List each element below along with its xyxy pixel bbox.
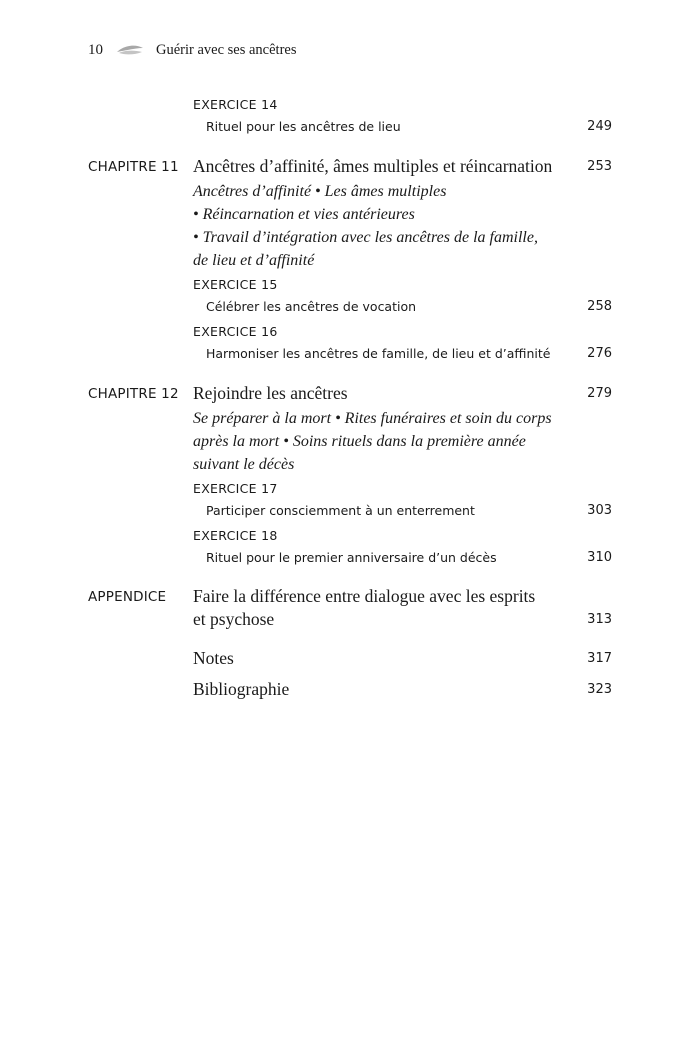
summary-line: Ancêtres d’affinité • Les âmes multiples: [193, 183, 447, 200]
notes-title: Notes: [193, 648, 234, 668]
appendix-title-line-2: et psychose: [193, 609, 275, 629]
page-ref: 317: [587, 651, 612, 666]
bibliography-title: Bibliographie: [193, 679, 290, 699]
exercise-label: EXERCICE 17: [193, 481, 278, 496]
running-head: [88, 40, 297, 60]
book-title: Guérir avec ses ancêtres: [156, 41, 297, 58]
exercise-title: Rituel pour le premier anniversaire d’un décès: [206, 550, 497, 565]
exercise-title: Rituel pour les ancêtres de lieu: [206, 119, 401, 134]
page-ref: 249: [587, 119, 612, 134]
appendix-title-line-1: Faire la différence entre dialogue avec les esprits: [193, 586, 536, 606]
leaf-icon: [116, 44, 144, 56]
summary-line: de lieu et d’affinité: [193, 252, 315, 269]
exercise-title: Célébrer les ancêtres de vocation: [206, 299, 417, 314]
summary-line: suivant le décès: [193, 456, 295, 473]
page-ref: 313: [587, 612, 612, 627]
exercise-title: Participer consciemment à un enterrement: [206, 503, 475, 518]
page-ref: 310: [587, 550, 612, 565]
appendix-label: APPENDICE: [88, 589, 167, 605]
page-ref: 303: [587, 503, 612, 518]
chapter-summary: [193, 407, 593, 476]
exercise-label: EXERCICE 16: [193, 324, 278, 339]
chapter-title: Rejoindre les ancêtres: [193, 383, 348, 403]
page-ref: 253: [587, 159, 612, 174]
chapter-label: CHAPITRE 11: [88, 159, 179, 175]
page-ref: 276: [587, 346, 612, 361]
page-ref: 323: [587, 682, 612, 697]
exercise-label: EXERCICE 18: [193, 528, 278, 543]
exercise-title: Harmoniser les ancêtres de famille, de lieu et d’affinité: [206, 346, 551, 361]
chapter-label: CHAPITRE 12: [88, 386, 179, 402]
exercise-label: EXERCICE 14: [193, 97, 278, 112]
page-number: 10: [88, 41, 103, 58]
chapter-summary: [193, 180, 593, 272]
page-ref: 258: [587, 299, 612, 314]
summary-line: après la mort • Soins rituels dans la première année: [193, 433, 526, 450]
page-ref: 279: [587, 386, 612, 401]
chapter-title: Ancêtres d’affinité, âmes multiples et réincarnation: [193, 156, 553, 176]
summary-line: • Travail d’intégration avec les ancêtres de la famille,: [193, 229, 538, 246]
summary-line: Se préparer à la mort • Rites funéraires et soin du corps: [193, 410, 552, 427]
summary-line: • Réincarnation et vies antérieures: [193, 206, 415, 223]
exercise-label: EXERCICE 15: [193, 277, 278, 292]
